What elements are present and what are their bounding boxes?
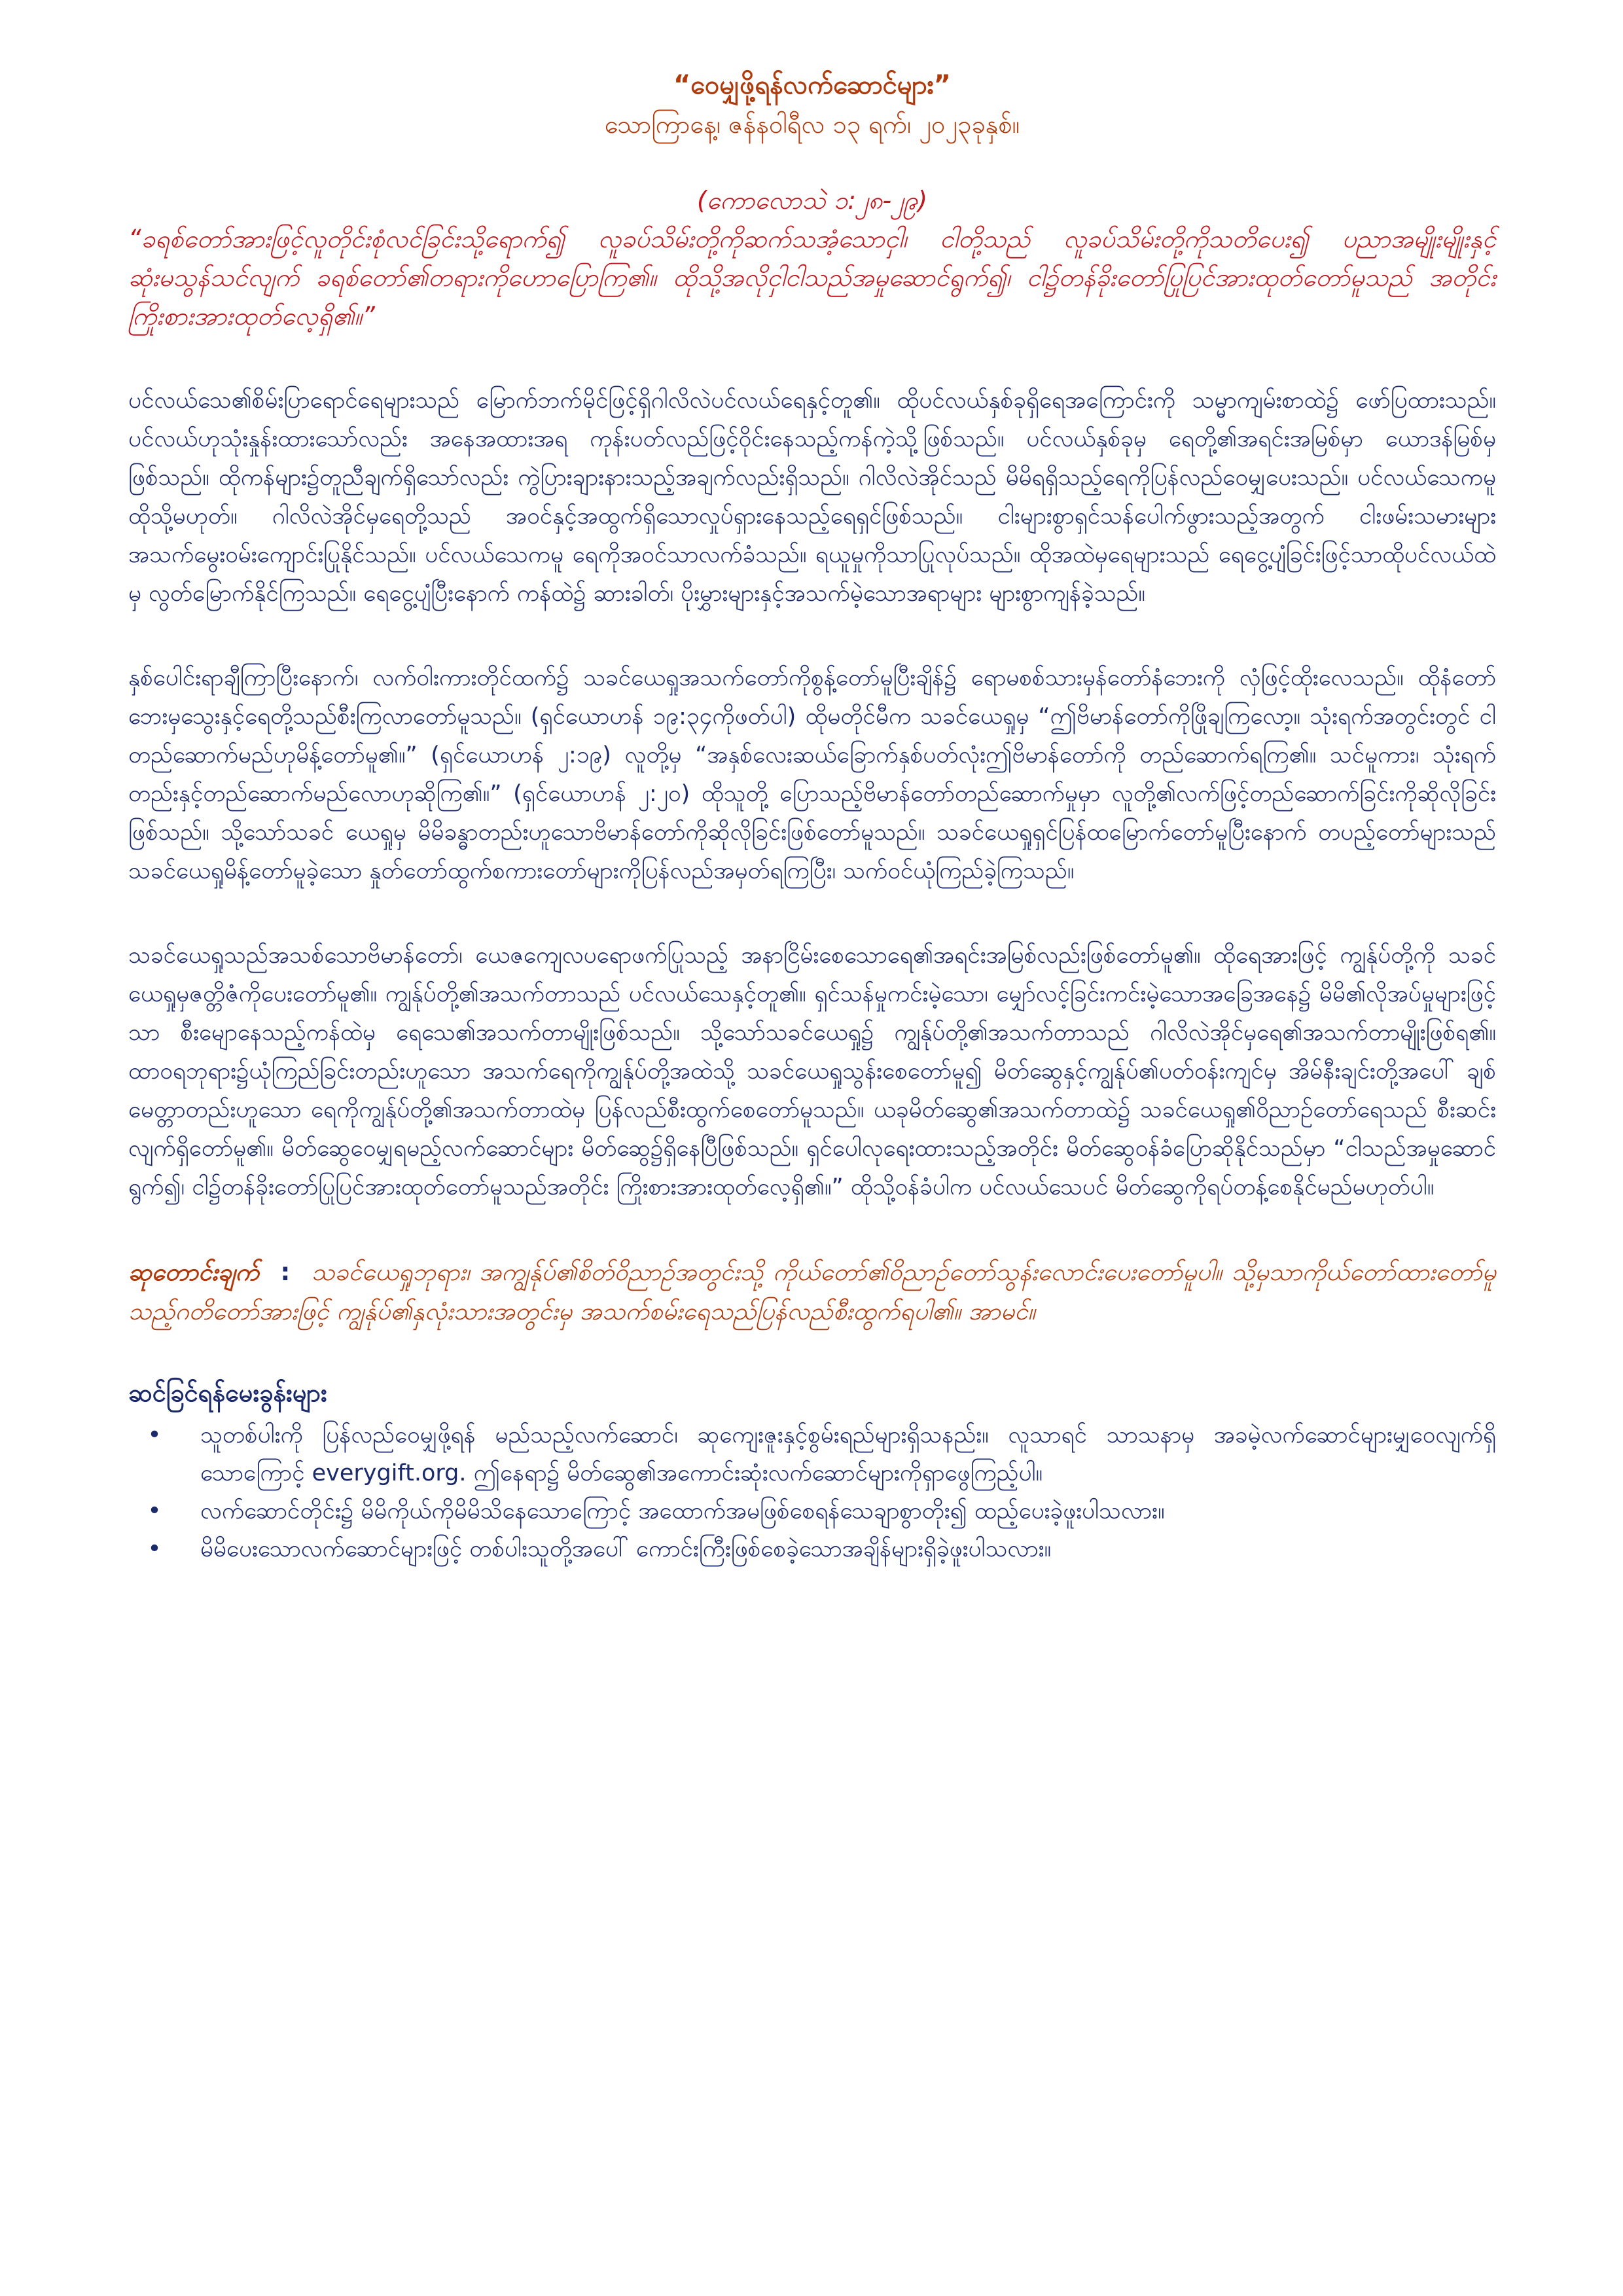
body-paragraph-3: သခင်ယေရှုသည်အသစ်သောဗိမာန်တော်၊ ယေဇကျေလပရောဖက်ပြုသည့် အနာငြိမ်းစေသောရေ၏အရင်းအမြစ်လည်းဖြစ်တော်မူ၏။ ထိုရေအားဖြင့် ကျွန်ုပ်တို့ကို သခင်ယေရှုမှဇတ္တိဇံကိုပေးတော်မူ၏။ ကျွန်ုပ်တို့၏အသက်တာသည် ပင်လယ်သေနှင့်တူ၏။ ရှင်သန်မှုကင်းမဲ့သော၊ မျှော်လင့်ခြင်းကင်းမဲ့သောအခြေအနေ၌ မိမိ၏လိုအပ်မှုများဖြင့်သာ စီးမျောနေသည့်ကန်ထဲမှ ရေသေ၏အသက်တာမျိုးဖြစ်သည်။ သို့သော်သခင်ယေရှု၌ ကျွန်ုပ်တို့၏အသက်တာသည် ဂါလိလဲအိုင်မှရေ၏အသက်တာမျိုးဖြစ်ရ၏။ ထာဝရဘုရား၌ယုံကြည်ခြင်းတည်းဟူသော အသက်ရေကိုကျွန်ုပ်တို့အထဲသို့ သခင်ယေရှုသွန်းစေတော်မူ၍ မိတ်ဆွေနှင့်ကျွန်ုပ်၏ပတ်ဝန်းကျင်မှ အိမ်နီးချင်းတို့အပေါ် ချစ်မေတ္တာတည်းဟူသော ရေကိုကျွန်ုပ်တို့၏အသက်တာထဲမှ ပြန်လည်စီးထွက်စေတော်မူသည်။ ယခုမိတ်ဆွေ၏အသက်တာထဲ၌ သခင်ယေရှု၏ဝိညာဉ်တော်ရေသည် စီးဆင်းလျက်ရှိတော်မူ၏။ မိတ်ဆွေဝေမျှရမည့်လက်ဆောင်များ မိတ်ဆွေ၌ရှိနေပြီဖြစ်သည်။ ရှင်ပေါလုရေးထားသည့်အတိုင်း မိတ်ဆွေဝန်ခံပြောဆိုနိုင်သည်မှာ “ငါသည်အမှုဆောင်ရွက်၍၊ ငါ၌တန်ခိုးတော်ပြုပြင်အားထုတ်တော်မူသည်အတိုင်း ကြိုးစားအားထုတ်လေ့ရှိ၏။” ထိုသို့ဝန်ခံပါက ပင်လယ်သေပင် မိတ်ဆွေကိုရပ်တန့်စေနိုင်မည်မဟုတ်ပါ။: [128, 942, 1496, 1200]
questions-heading: ဆင်ခြင်ရန်မေးခွန်းများ: [128, 1378, 327, 1407]
bullet-icon: •: [147, 1535, 162, 1562]
prayer-text: သခင်ယေရှုဘုရား၊ အကျွန်ုပ်၏စိတ်ဝိညာဉ်အတွင်းသို့ ကိုယ်တော်၏ဝိညာဉ်တော်သွန်းလောင်းပေးတော်မူပါ။ သို့မှသာကိုယ်တော်ထားတော်မူသည့်ဂတိတော်အားဖြင့် ကျွန်ုပ်၏နှလုံးသားအတွင်းမှ အသက်စမ်းရေသည်ပြန်လည်စီးထွက်ရပါ၏။ အာမင်။: [128, 1258, 1496, 1325]
questions-list: [128, 1416, 1496, 1568]
question-text: မိမိပေးသောလက်ဆောင်များဖြင့် တစ်ပါးသူတို့အပေါ် ကောင်းကြီးဖြစ်စေခဲ့သောအချိန်များရှိခဲ့ဖူးပါသလား။: [200, 1536, 1052, 1562]
bullet-icon: •: [147, 1422, 162, 1448]
verse-text: “ခရစ်တော်အားဖြင့်လူတိုင်းစုံလင်ခြင်းသို့ရောက်၍ လူခပ်သိမ်းတို့ကိုဆက်သအံ့သောငှါ၊ ငါတို့သည် လူခပ်သိမ်းတို့ကိုသတိပေး၍ ပညာအမျိုးမျိုးနှင့် ဆုံးမသွန်သင်လျက် ခရစ်တော်၏တရားကိုဟောပြောကြ၏။ ထိုသို့အလိုငှါငါသည်အမှုဆောင်ရွက်၍၊ ငါ၌တန်ခိုးတော်ပြုပြင်အားထုတ်တော်မူသည် အတိုင်းကြိုးစားအားထုတ်လေ့ရှိ၏။”: [128, 224, 1496, 331]
verse-reference: (ကောလောသဲ ၁:၂၈-၂၉): [696, 186, 928, 215]
prayer-separator: :: [280, 1258, 291, 1286]
body-paragraph-1: ပင်လယ်သေ၏စိမ်းပြာရောင်ရေများသည် မြောက်ဘက်မိုင်ဖြင့်ရှိဂါလိလဲပင်လယ်ရေနှင့်တူ၏။ ထိုပင်လယ်နှစ်ခုရှိရေအကြောင်းကို သမ္မာကျမ်းစာထဲ၌ ဖော်ပြထားသည်။ ပင်လယ်ဟုသုံးနှုန်းထားသော်လည်း အနေအထားအရ ကုန်းပတ်လည်ဖြင့်ဝိုင်းနေသည့်ကန်ကဲ့သို့ဖြစ်သည်။ ပင်လယ်နှစ်ခုမှ ရေတို့၏အရင်းအမြစ်မှာ ယောဒန်မြစ်မှဖြစ်သည်။ ထိုကန်များ၌တူညီချက်ရှိသော်လည်း ကွဲပြားချားနားသည့်အချက်လည်းရှိသည်။ ဂါလိလဲအိုင်သည် မိမိရရှိသည့်ရေကိုပြန်လည်ဝေမျှပေးသည်။ ပင်လယ်သေကမူထိုသို့မဟုတ်။ ဂါလိလဲအိုင်မှရေတို့သည် အဝင်နှင့်အထွက်ရှိသောလှုပ်ရှားနေသည့်ရေရှင်ဖြစ်သည်။ ငါးများစွာရှင်သန်ပေါက်ဖွားသည့်အတွက် ငါးဖမ်းသမားများအသက်မွေးဝမ်းကျောင်းပြုနိုင်သည်။ ပင်လယ်သေကမူ ရေကိုအဝင်သာလက်ခံသည်။ ရယူမှုကိုသာပြုလုပ်သည်။ ထိုအထဲမှရေများသည် ရေငွေ့ပျံခြင်းဖြင့်သာထိုပင်လယ်ထဲမှ လွတ်မြောက်နိုင်ကြသည်။ ရေငွေ့ပျံပြီးနောက် ကန်ထဲ၌ ဆားခါတ်၊ ပိုးမွှားများနှင့်အသက်မဲ့သောအရာများ များစွာကျန်ခဲ့သည်။: [128, 387, 1496, 607]
prayer-label: ဆုတောင်းချက်: [128, 1258, 259, 1286]
list-item: [128, 1492, 1496, 1530]
bullet-icon: •: [147, 1498, 162, 1524]
prayer: [128, 1253, 1496, 1331]
page-title: “ဝေမျှဖို့ရန်လက်ဆောင်များ”: [673, 70, 951, 100]
question-text: လက်ဆောင်တိုင်း၌ မိမိကိုယ်ကိုမိမိသိနေသောကြောင့် အထောက်အမဖြစ်စေရန်သေချာစွာတိုး၍ ထည့်ပေးခဲ့ဖူးပါသလား။: [200, 1498, 1165, 1524]
devotional-page: [128, 65, 1496, 1568]
list-item: [128, 1530, 1496, 1568]
body-paragraph-2: နှစ်ပေါင်းရာချီကြာပြီးနောက်၊ လက်ဝါးကားတိုင်ထက်၌ သခင်ယေရှုအသက်တော်ကိုစွန့်တော်မူပြီးချိန်၌ ရောမစစ်သားမှန်တော်နံဘေးကို လှံဖြင့်ထိုးလေသည်။ ထိုနံတော်ဘေးမှသွေးနှင့်ရေတို့သည်စီးကြလာတော်မူသည်။ (ရှင်ယောဟန် ၁၉:၃၄ကိုဖတ်ပါ) ထိုမတိုင်မီက သခင်ယေရှုမှ “ဤဗိမာန်တော်ကိုဖြိုချကြလော့။ သုံးရက်အတွင်းတွင် ငါတည်ဆောက်မည်ဟုမိန့်တော်မူ၏။” (ရှင်ယောဟန် ၂:၁၉) လူတို့မှ “အနှစ်လေးဆယ်ခြောက်နှစ်ပတ်လုံးဤဗိမာန်တော်ကို တည်ဆောက်ရကြ၏။ သင်မူကား၊ သုံးရက်တည်းနှင့်တည်ဆောက်မည်လောဟုဆိုကြ၏။” (ရှင်ယောဟန် ၂:၂၀) ထိုသူတို့ ပြောသည့်ဗိမာန်တော်တည်ဆောက်မှုမှာ လူတို့၏လက်ဖြင့်တည်ဆောက်ခြင်းကိုဆိုလိုခြင်းဖြစ်သည်။ သို့သော်သခင် ယေရှုမှ မိမိခန္ဓာတည်းဟူသောဗိမာန်တော်ကိုဆိုလိုခြင်းဖြစ်တော်မူသည်။ သခင်ယေရှုရှင်ပြန်ထမြောက်တော်မူပြီးနောက် တပည့်တော်များသည် သခင်ယေရှုမိန့်တော်မူခဲ့သော နှုတ်တော်ထွက်စကားတော်များကိုပြန်လည်အမှတ်ရကြပြီး၊ သက်ဝင်ယုံကြည်ခဲ့ကြသည်။: [128, 665, 1496, 884]
list-item: [128, 1416, 1496, 1492]
question-text: သူတစ်ပါးကို ပြန်လည်ဝေမျှဖို့ရန် မည်သည့်လက်ဆောင်၊ ဆုကျေးဇူးနှင့်စွမ်းရည်များရှိသနည်း။ လူသာရင် သာသနာမှ အခမဲ့လက်ဆောင်များမျှဝေလျက်ရှိသောကြောင့် everygift.org. ဤနေရာ၌ မိတ်ဆွေ၏အကောင်းဆုံးလက်ဆောင်များကိုရှာဖွေကြည့်ပါ။: [200, 1422, 1496, 1486]
dateline: သောကြာနေ့၊ ဇန်နဝါရီလ ၁၃ ရက်၊ ၂၀၂၃ခုနှစ်။: [604, 110, 1020, 139]
